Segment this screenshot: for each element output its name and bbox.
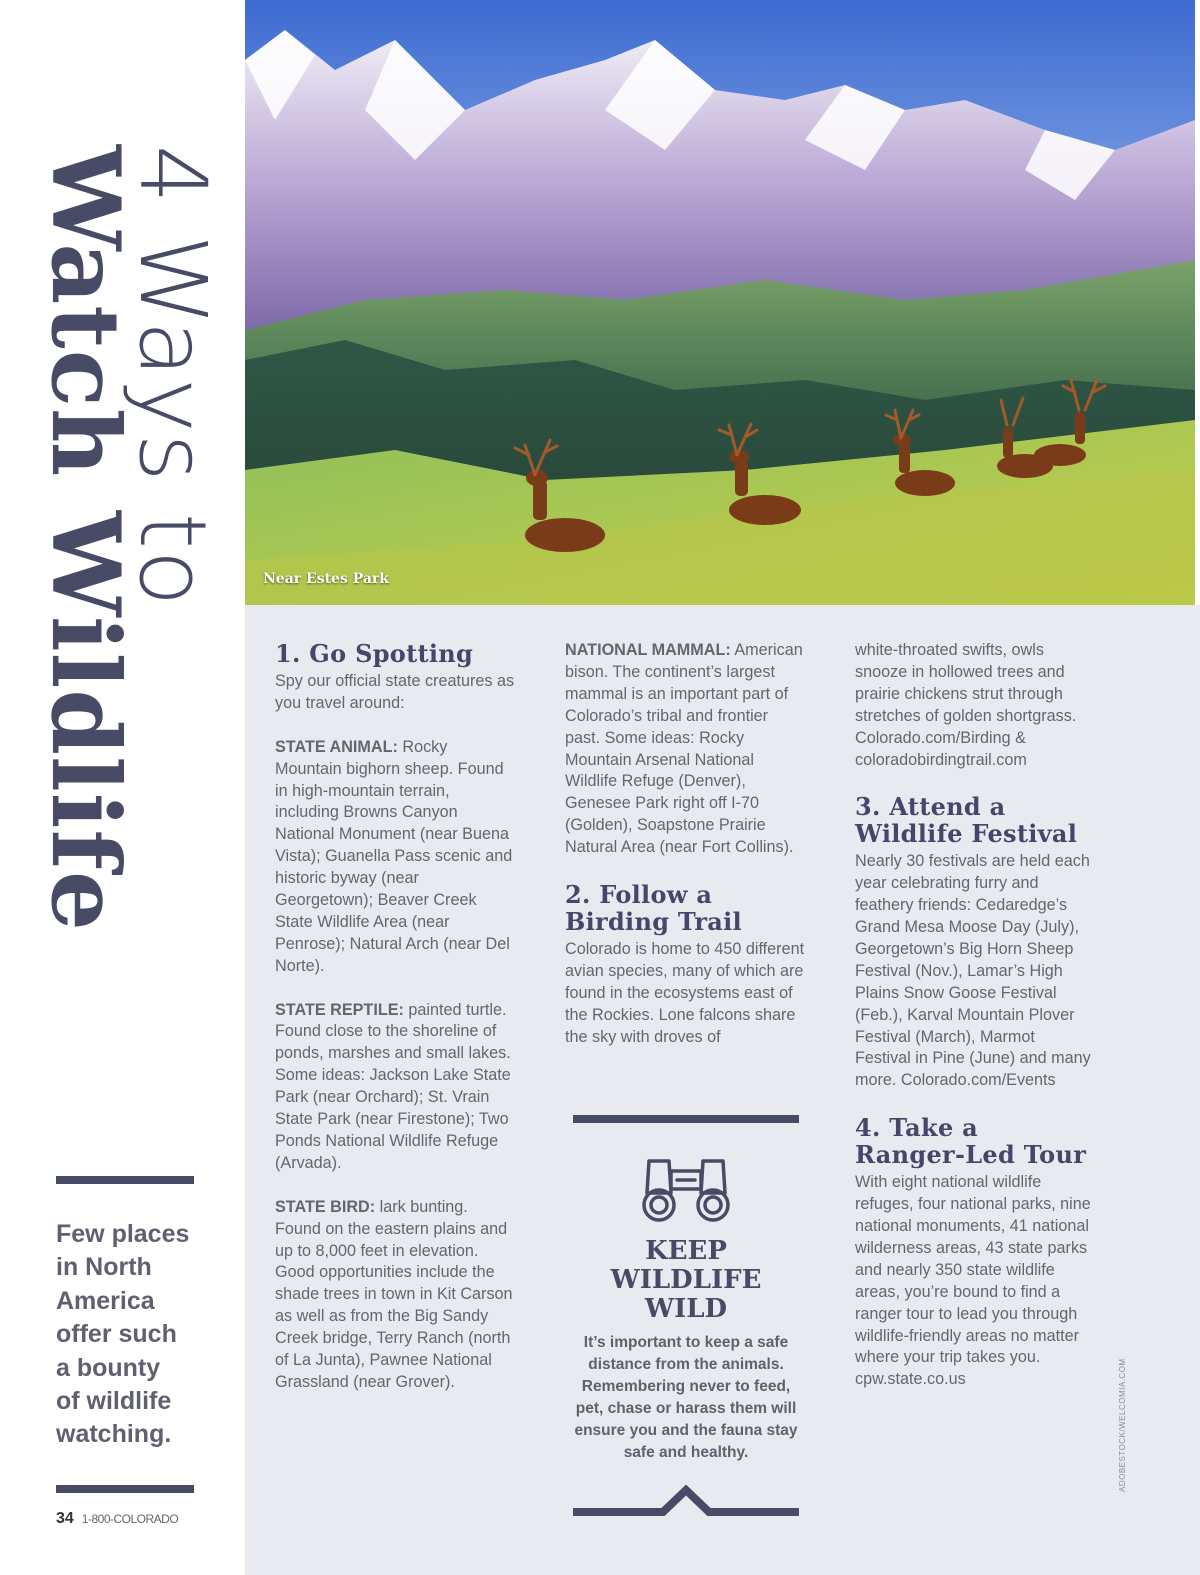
ranger-text: With eight national wildlife refuges, four national parks, nine national monuments, 41 national wilderness areas, 43 state parks and nearly 350 state wildlife areas, you’re bound to find a ranger tour to lead you through wildlife-friendly areas no matter where your trip takes you. cpw.state.co.us (855, 1173, 1091, 1389)
state-animal-text: Rocky Mountain bighorn sheep. Found in high-mountain terrain, including Browns Canyon National Monument (near Buena Vista); Guanella Pass scenic and historic byway (near Georgetown); Beaver Creek State Wildlife Area (near Penrose); Natural Arch (near Del Norte). (275, 737, 513, 975)
national-mammal-text: American bison. The continent’s largest mammal is an important part of Colorado’s tribal and frontier past. Some ideas: Rocky Mountain Arsenal National Wildlife Refuge (Denver), Genesee Park right off I-70 (Golden), Soapstone Prairie Natural Area (near Fort Collins). (565, 641, 803, 857)
heading-go-spotting: 1. Go Spotting (275, 639, 474, 668)
birding-text-part2: white-throated swifts, owls snooze in hollowed trees and prairie chickens strut through stretches of golden shortgrass. Colorado.com/Birding & coloradobirdingtrail.com (855, 641, 1077, 769)
title-line-ways: 4 Ways to (119, 145, 226, 608)
hero-photo (245, 0, 1195, 605)
title-line-watch-wildlife: Watch Wildlife (30, 145, 140, 932)
left-panel (0, 0, 245, 1575)
pullquote-bottom-rule (56, 1485, 194, 1493)
state-bird-label: STATE BIRD: (275, 1197, 376, 1216)
state-bird-text: lark bunting. Found on the eastern plains and up to 8,000 feet in elevation. Good opportunities include the shade trees in town in Kit Carson as well as from the Big Sandy Creek bridge, Terry Ranch (north of La Junta), Pawnee National Grassland (near Grover). (275, 1197, 513, 1391)
photo-caption: Near Estes Park (263, 571, 390, 587)
article-body (245, 605, 1200, 1575)
keep-wildlife-wild-callout (573, 1115, 799, 1518)
heading-wildlife-festival: 3. Attend a Wildlife Festival (855, 792, 1078, 849)
callout-top-rule (573, 1115, 799, 1123)
elk-mountain-illustration (245, 0, 1195, 605)
state-animal-label: STATE ANIMAL: (275, 737, 398, 756)
national-mammal-paragraph (565, 640, 805, 859)
festival-text: Nearly 30 festivals are held each year celebrating furry and feathery friends: Cedaredge’s Grand Mesa Moose Day (July), Georgetown’s Big Horn Sheep Festival (Nov.), Lamar’s High Plains Snow Goose Festival (Feb.), Karval Mountain Plover Festival (March), Marmot Festival in Pine (June) and many more. Colorado.com/Events (855, 852, 1091, 1090)
state-reptile-text: painted turtle. Found close to the shoreline of ponds, marshes and small lakes. Some ideas: Jackson Lake State Park (near Orchard); St. Vrain State Park (near Firestone); Two Ponds National Wildlife Refuge (Arvada). (275, 1000, 511, 1172)
page-title (30, 145, 226, 932)
column-2 (565, 640, 805, 1070)
column-1 (275, 640, 515, 1416)
pullquote-top-rule (56, 1176, 194, 1184)
state-reptile-label: STATE REPTILE: (275, 1000, 404, 1019)
footer-phone: 1-800-COLORADO (81, 1512, 179, 1526)
heading-ranger-tour: 4. Take a Ranger-Led Tour (855, 1113, 1087, 1170)
photo-credit: ADOBESTOCK/WELCOMIA.COM (1118, 1358, 1127, 1492)
callout-bottom-rule (573, 1484, 799, 1518)
callout-title: KEEP WILDLIFE WILD (610, 1236, 762, 1324)
state-bird-paragraph (275, 1197, 515, 1394)
page-number: 34 (56, 1510, 74, 1527)
go-spotting-intro: Spy our official state creatures as you travel around: (275, 672, 515, 712)
birding-text-part1: Colorado is home to 450 different avian species, many of which are found in the ecosystems east of the Rockies. Lone falcons share the sky with droves of (565, 939, 805, 1046)
national-mammal-label: NATIONAL MAMMAL: (565, 641, 731, 659)
pullquote: Few places in North America offer such a bounty of wildlife watching. (56, 1220, 190, 1449)
column-3 (855, 640, 1095, 1413)
heading-birding-trail: 2. Follow a Birding Trail (565, 879, 742, 936)
page-footer (56, 1510, 178, 1528)
state-animal-paragraph (275, 737, 515, 978)
state-reptile-paragraph (275, 1000, 515, 1175)
binoculars-icon (639, 1153, 733, 1225)
callout-body: It’s important to keep a safe distance from the animals. Remembering never to feed, pet, chase or harass them will ensure you and the fauna stay safe and healthy. (574, 1334, 798, 1461)
